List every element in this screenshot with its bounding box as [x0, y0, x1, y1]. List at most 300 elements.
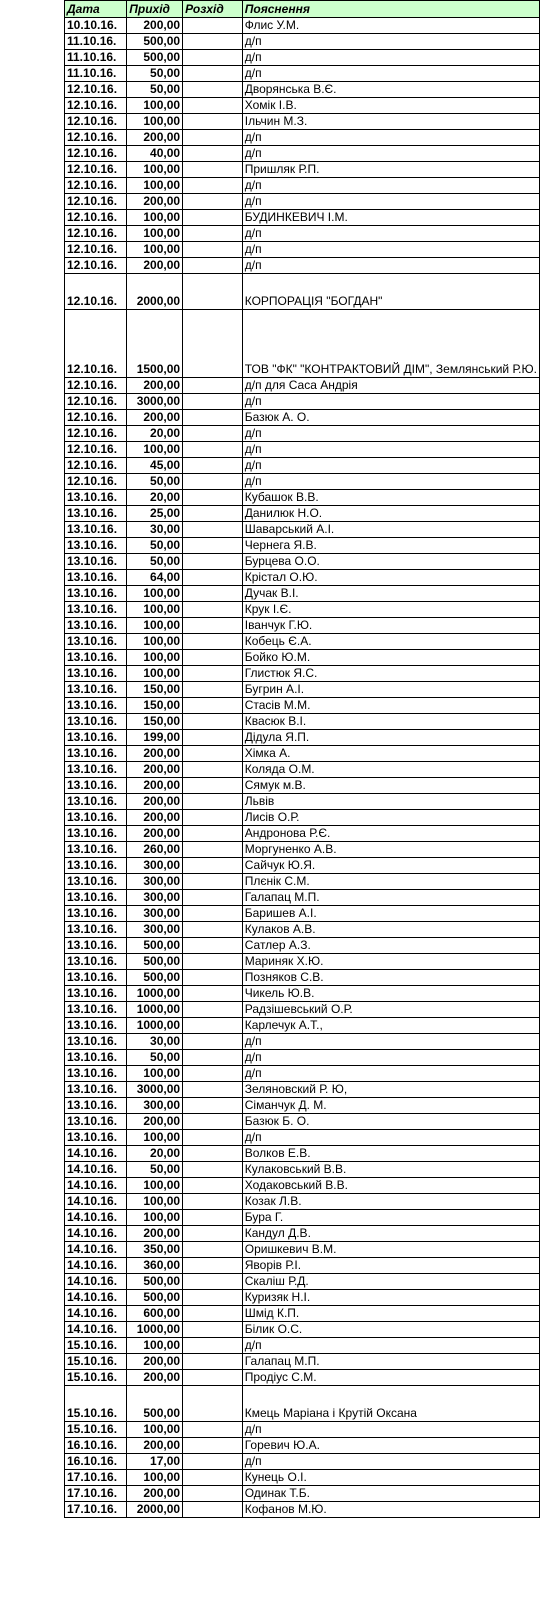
cell-note[interactable]: Сатлер А.З. [242, 938, 539, 954]
cell-expense[interactable] [183, 1066, 243, 1082]
cell-expense[interactable] [183, 1370, 243, 1386]
cell-note[interactable]: Пришляк Р.П. [242, 162, 539, 178]
cell-expense[interactable] [183, 1290, 243, 1306]
cell-income[interactable]: 100,00 [127, 442, 183, 458]
cell-note[interactable]: Бурцева О.О. [242, 554, 539, 570]
cell-note[interactable]: Сямук м.В. [242, 778, 539, 794]
cell-date[interactable]: 13.10.16. [65, 810, 127, 826]
cell-date[interactable]: 14.10.16. [65, 1162, 127, 1178]
cell-date[interactable]: 17.10.16. [65, 1470, 127, 1486]
cell-income[interactable]: 100,00 [127, 1066, 183, 1082]
cell-note[interactable]: Моргуненко А.В. [242, 842, 539, 858]
cell-date[interactable]: 13.10.16. [65, 938, 127, 954]
cell-expense[interactable] [183, 714, 243, 730]
cell-note[interactable]: Львів [242, 794, 539, 810]
cell-income[interactable]: 30,00 [127, 1034, 183, 1050]
cell-date[interactable]: 13.10.16. [65, 986, 127, 1002]
cell-date[interactable]: 13.10.16. [65, 970, 127, 986]
cell-income[interactable]: 199,00 [127, 730, 183, 746]
cell-expense[interactable] [183, 98, 243, 114]
cell-income[interactable]: 200,00 [127, 1438, 183, 1454]
cell-date[interactable]: 14.10.16. [65, 1178, 127, 1194]
cell-date[interactable]: 13.10.16. [65, 1034, 127, 1050]
cell-expense[interactable] [183, 226, 243, 242]
cell-income[interactable]: 1000,00 [127, 986, 183, 1002]
cell-expense[interactable] [183, 1002, 243, 1018]
cell-date[interactable]: 14.10.16. [65, 1258, 127, 1274]
cell-expense[interactable] [183, 538, 243, 554]
cell-date[interactable]: 15.10.16. [65, 1386, 127, 1422]
cell-date[interactable]: 12.10.16. [65, 162, 127, 178]
cell-income[interactable]: 100,00 [127, 618, 183, 634]
cell-income[interactable]: 500,00 [127, 938, 183, 954]
cell-date[interactable]: 12.10.16. [65, 82, 127, 98]
cell-income[interactable]: 300,00 [127, 890, 183, 906]
cell-income[interactable]: 2000,00 [127, 1502, 183, 1518]
cell-date[interactable]: 13.10.16. [65, 954, 127, 970]
cell-date[interactable]: 12.10.16. [65, 114, 127, 130]
cell-income[interactable]: 50,00 [127, 82, 183, 98]
cell-note[interactable]: Галапац М.П. [242, 890, 539, 906]
cell-expense[interactable] [183, 474, 243, 490]
cell-expense[interactable] [183, 874, 243, 890]
cell-expense[interactable] [183, 1034, 243, 1050]
cell-note[interactable]: Кулаковський В.В. [242, 1162, 539, 1178]
cell-expense[interactable] [183, 842, 243, 858]
cell-date[interactable]: 13.10.16. [65, 554, 127, 570]
cell-note[interactable]: Карлечук А.Т., [242, 1018, 539, 1034]
cell-income[interactable]: 500,00 [127, 1290, 183, 1306]
cell-note[interactable]: Кандул Д.В. [242, 1226, 539, 1242]
cell-date[interactable]: 13.10.16. [65, 874, 127, 890]
cell-date[interactable]: 15.10.16. [65, 1354, 127, 1370]
cell-note[interactable]: Лисів О.Р. [242, 810, 539, 826]
cell-income[interactable]: 200,00 [127, 762, 183, 778]
cell-date[interactable]: 13.10.16. [65, 586, 127, 602]
cell-expense[interactable] [183, 34, 243, 50]
cell-income[interactable]: 100,00 [127, 178, 183, 194]
cell-date[interactable]: 17.10.16. [65, 1486, 127, 1502]
cell-date[interactable]: 12.10.16. [65, 210, 127, 226]
cell-income[interactable]: 3000,00 [127, 394, 183, 410]
cell-date[interactable]: 14.10.16. [65, 1306, 127, 1322]
cell-note[interactable]: д/п [242, 66, 539, 82]
cell-date[interactable]: 12.10.16. [65, 274, 127, 310]
cell-income[interactable]: 3000,00 [127, 1082, 183, 1098]
cell-note[interactable]: БУДИНКЕВИЧ І.М. [242, 210, 539, 226]
cell-note[interactable]: Кунець О.І. [242, 1470, 539, 1486]
cell-date[interactable]: 15.10.16. [65, 1370, 127, 1386]
cell-date[interactable]: 13.10.16. [65, 522, 127, 538]
cell-income[interactable]: 200,00 [127, 194, 183, 210]
cell-note[interactable]: Кофанов М.Ю. [242, 1502, 539, 1518]
cell-date[interactable]: 13.10.16. [65, 634, 127, 650]
cell-note[interactable]: Хомік І.В. [242, 98, 539, 114]
cell-note[interactable]: Андронова Р.Є. [242, 826, 539, 842]
cell-date[interactable]: 16.10.16. [65, 1454, 127, 1470]
cell-expense[interactable] [183, 1470, 243, 1486]
cell-expense[interactable] [183, 634, 243, 650]
cell-note[interactable]: Стасів М.М. [242, 698, 539, 714]
cell-date[interactable]: 14.10.16. [65, 1322, 127, 1338]
cell-date[interactable]: 11.10.16. [65, 34, 127, 50]
cell-expense[interactable] [183, 506, 243, 522]
cell-date[interactable]: 13.10.16. [65, 538, 127, 554]
cell-income[interactable]: 20,00 [127, 426, 183, 442]
cell-note[interactable]: Хімка А. [242, 746, 539, 762]
cell-expense[interactable] [183, 746, 243, 762]
cell-date[interactable]: 12.10.16. [65, 458, 127, 474]
cell-note[interactable]: Базюк А. О. [242, 410, 539, 426]
cell-date[interactable]: 13.10.16. [65, 794, 127, 810]
cell-income[interactable]: 100,00 [127, 1210, 183, 1226]
cell-date[interactable]: 12.10.16. [65, 258, 127, 274]
cell-note[interactable]: Кобець Є.А. [242, 634, 539, 650]
cell-date[interactable]: 13.10.16. [65, 842, 127, 858]
cell-note[interactable]: д/п [242, 1338, 539, 1354]
cell-note[interactable]: д/п [242, 130, 539, 146]
cell-date[interactable]: 14.10.16. [65, 1274, 127, 1290]
cell-expense[interactable] [183, 890, 243, 906]
cell-note[interactable]: д/п [242, 442, 539, 458]
cell-date[interactable]: 13.10.16. [65, 906, 127, 922]
cell-date[interactable]: 14.10.16. [65, 1290, 127, 1306]
cell-income[interactable]: 500,00 [127, 970, 183, 986]
cell-income[interactable]: 1000,00 [127, 1018, 183, 1034]
cell-income[interactable]: 50,00 [127, 1162, 183, 1178]
cell-date[interactable]: 12.10.16. [65, 178, 127, 194]
cell-date[interactable]: 17.10.16. [65, 1502, 127, 1518]
cell-income[interactable]: 1000,00 [127, 1002, 183, 1018]
cell-income[interactable]: 200,00 [127, 794, 183, 810]
cell-note[interactable]: ТОВ "ФК" "КОНТРАКТОВИЙ ДІМ", Землянський Р.Ю. [242, 310, 539, 378]
cell-note[interactable]: Одинак Т.Б. [242, 1486, 539, 1502]
cell-note[interactable]: Шаварський А.І. [242, 522, 539, 538]
cell-note[interactable]: Крук І.Є. [242, 602, 539, 618]
cell-date[interactable]: 12.10.16. [65, 226, 127, 242]
cell-income[interactable]: 500,00 [127, 50, 183, 66]
cell-expense[interactable] [183, 1438, 243, 1454]
cell-date[interactable]: 13.10.16. [65, 570, 127, 586]
cell-expense[interactable] [183, 970, 243, 986]
cell-date[interactable]: 13.10.16. [65, 1082, 127, 1098]
header-date[interactable]: Дата [65, 1, 127, 18]
cell-note[interactable]: Кмець Маріана і Крутій Оксана [242, 1386, 539, 1422]
cell-note[interactable]: Білик О.С. [242, 1322, 539, 1338]
cell-expense[interactable] [183, 162, 243, 178]
cell-note[interactable]: Сайчук Ю.Я. [242, 858, 539, 874]
cell-expense[interactable] [183, 82, 243, 98]
cell-date[interactable]: 13.10.16. [65, 1018, 127, 1034]
cell-expense[interactable] [183, 1386, 243, 1422]
cell-note[interactable]: Оришкевич В.М. [242, 1242, 539, 1258]
cell-income[interactable]: 100,00 [127, 210, 183, 226]
cell-note[interactable]: Дучак В.І. [242, 586, 539, 602]
cell-income[interactable]: 100,00 [127, 1194, 183, 1210]
cell-date[interactable]: 12.10.16. [65, 474, 127, 490]
cell-expense[interactable] [183, 1226, 243, 1242]
cell-income[interactable]: 100,00 [127, 1470, 183, 1486]
cell-note[interactable]: Куризяк Н.І. [242, 1290, 539, 1306]
cell-date[interactable]: 13.10.16. [65, 858, 127, 874]
cell-date[interactable]: 13.10.16. [65, 682, 127, 698]
cell-date[interactable]: 13.10.16. [65, 746, 127, 762]
cell-date[interactable]: 12.10.16. [65, 98, 127, 114]
cell-expense[interactable] [183, 730, 243, 746]
cell-date[interactable]: 13.10.16. [65, 714, 127, 730]
cell-income[interactable]: 500,00 [127, 1386, 183, 1422]
cell-income[interactable]: 200,00 [127, 1486, 183, 1502]
cell-income[interactable]: 300,00 [127, 874, 183, 890]
cell-note[interactable]: д/п [242, 1454, 539, 1470]
cell-income[interactable]: 300,00 [127, 1098, 183, 1114]
cell-income[interactable]: 30,00 [127, 522, 183, 538]
cell-note[interactable]: Коляда О.М. [242, 762, 539, 778]
cell-date[interactable]: 14.10.16. [65, 1210, 127, 1226]
cell-note[interactable]: Баришев А.І. [242, 906, 539, 922]
cell-income[interactable]: 17,00 [127, 1454, 183, 1470]
cell-income[interactable]: 300,00 [127, 858, 183, 874]
cell-date[interactable]: 12.10.16. [65, 130, 127, 146]
cell-note[interactable]: Крістал О.Ю. [242, 570, 539, 586]
cell-expense[interactable] [183, 50, 243, 66]
cell-expense[interactable] [183, 490, 243, 506]
cell-date[interactable]: 12.10.16. [65, 146, 127, 162]
cell-expense[interactable] [183, 1502, 243, 1518]
cell-note[interactable]: д/п [242, 50, 539, 66]
cell-expense[interactable] [183, 650, 243, 666]
cell-income[interactable]: 50,00 [127, 66, 183, 82]
cell-expense[interactable] [183, 1130, 243, 1146]
cell-income[interactable]: 20,00 [127, 1146, 183, 1162]
cell-note[interactable]: Продіус С.М. [242, 1370, 539, 1386]
cell-income[interactable]: 50,00 [127, 554, 183, 570]
cell-note[interactable]: Плєнік С.М. [242, 874, 539, 890]
cell-date[interactable]: 13.10.16. [65, 1130, 127, 1146]
cell-note[interactable]: Флис У.М. [242, 18, 539, 34]
cell-date[interactable]: 13.10.16. [65, 1098, 127, 1114]
cell-income[interactable]: 100,00 [127, 226, 183, 242]
cell-note[interactable]: Данилюк Н.О. [242, 506, 539, 522]
cell-date[interactable]: 12.10.16. [65, 242, 127, 258]
cell-income[interactable]: 100,00 [127, 162, 183, 178]
cell-note[interactable]: Скаліш Р.Д. [242, 1274, 539, 1290]
cell-expense[interactable] [183, 778, 243, 794]
cell-expense[interactable] [183, 274, 243, 310]
cell-date[interactable]: 13.10.16. [65, 730, 127, 746]
cell-date[interactable]: 13.10.16. [65, 506, 127, 522]
cell-expense[interactable] [183, 682, 243, 698]
cell-expense[interactable] [183, 1114, 243, 1130]
cell-expense[interactable] [183, 442, 243, 458]
cell-date[interactable]: 11.10.16. [65, 66, 127, 82]
cell-date[interactable]: 13.10.16. [65, 762, 127, 778]
cell-income[interactable]: 260,00 [127, 842, 183, 858]
cell-note[interactable]: Горевич Ю.А. [242, 1438, 539, 1454]
cell-income[interactable]: 200,00 [127, 378, 183, 394]
cell-income[interactable]: 100,00 [127, 586, 183, 602]
cell-date[interactable]: 13.10.16. [65, 1114, 127, 1130]
cell-expense[interactable] [183, 258, 243, 274]
cell-note[interactable]: Шмід К.П. [242, 1306, 539, 1322]
cell-expense[interactable] [183, 242, 243, 258]
cell-expense[interactable] [183, 522, 243, 538]
cell-income[interactable]: 100,00 [127, 1422, 183, 1438]
cell-income[interactable]: 45,00 [127, 458, 183, 474]
cell-date[interactable]: 13.10.16. [65, 890, 127, 906]
cell-note[interactable]: д/п [242, 1422, 539, 1438]
cell-income[interactable]: 100,00 [127, 602, 183, 618]
cell-income[interactable]: 50,00 [127, 538, 183, 554]
cell-expense[interactable] [183, 810, 243, 826]
cell-income[interactable]: 200,00 [127, 1370, 183, 1386]
cell-expense[interactable] [183, 1178, 243, 1194]
cell-note[interactable]: д/п [242, 1050, 539, 1066]
cell-expense[interactable] [183, 458, 243, 474]
cell-date[interactable]: 16.10.16. [65, 1438, 127, 1454]
cell-expense[interactable] [183, 906, 243, 922]
cell-income[interactable]: 150,00 [127, 682, 183, 698]
cell-income[interactable]: 150,00 [127, 714, 183, 730]
cell-income[interactable]: 40,00 [127, 146, 183, 162]
cell-expense[interactable] [183, 1162, 243, 1178]
cell-income[interactable]: 1000,00 [127, 1322, 183, 1338]
cell-expense[interactable] [183, 1354, 243, 1370]
cell-income[interactable]: 300,00 [127, 922, 183, 938]
cell-note[interactable]: Іванчук Г.Ю. [242, 618, 539, 634]
cell-expense[interactable] [183, 826, 243, 842]
header-note[interactable]: Пояснення [242, 1, 539, 18]
cell-note[interactable]: д/п [242, 242, 539, 258]
cell-income[interactable]: 20,00 [127, 490, 183, 506]
cell-income[interactable]: 200,00 [127, 778, 183, 794]
cell-expense[interactable] [183, 146, 243, 162]
cell-expense[interactable] [183, 1210, 243, 1226]
cell-expense[interactable] [183, 1018, 243, 1034]
cell-date[interactable]: 12.10.16. [65, 410, 127, 426]
cell-income[interactable]: 50,00 [127, 474, 183, 490]
cell-expense[interactable] [183, 66, 243, 82]
cell-note[interactable]: д/п для Саса Андрія [242, 378, 539, 394]
cell-expense[interactable] [183, 210, 243, 226]
cell-expense[interactable] [183, 1258, 243, 1274]
cell-note[interactable]: д/п [242, 178, 539, 194]
cell-expense[interactable] [183, 666, 243, 682]
cell-date[interactable]: 13.10.16. [65, 1066, 127, 1082]
cell-expense[interactable] [183, 410, 243, 426]
cell-expense[interactable] [183, 1242, 243, 1258]
cell-expense[interactable] [183, 1098, 243, 1114]
cell-expense[interactable] [183, 954, 243, 970]
cell-note[interactable]: Базюк Б. О. [242, 1114, 539, 1130]
cell-expense[interactable] [183, 1306, 243, 1322]
cell-expense[interactable] [183, 922, 243, 938]
cell-expense[interactable] [183, 586, 243, 602]
cell-expense[interactable] [183, 1082, 243, 1098]
cell-date[interactable]: 12.10.16. [65, 194, 127, 210]
cell-note[interactable]: Сіманчук Д. М. [242, 1098, 539, 1114]
cell-date[interactable]: 12.10.16. [65, 310, 127, 378]
cell-date[interactable]: 10.10.16. [65, 18, 127, 34]
cell-expense[interactable] [183, 378, 243, 394]
cell-note[interactable]: Бойко Ю.М. [242, 650, 539, 666]
cell-income[interactable]: 500,00 [127, 34, 183, 50]
cell-date[interactable]: 14.10.16. [65, 1226, 127, 1242]
cell-note[interactable]: Бугрин А.І. [242, 682, 539, 698]
cell-income[interactable]: 200,00 [127, 410, 183, 426]
cell-date[interactable]: 13.10.16. [65, 1002, 127, 1018]
cell-date[interactable]: 13.10.16. [65, 618, 127, 634]
cell-income[interactable]: 100,00 [127, 114, 183, 130]
cell-note[interactable]: Зеляновский Р. Ю, [242, 1082, 539, 1098]
cell-income[interactable]: 360,00 [127, 1258, 183, 1274]
cell-note[interactable]: д/п [242, 1066, 539, 1082]
cell-date[interactable]: 13.10.16. [65, 666, 127, 682]
cell-income[interactable]: 100,00 [127, 1178, 183, 1194]
cell-note[interactable]: Дідула Я.П. [242, 730, 539, 746]
cell-expense[interactable] [183, 570, 243, 586]
cell-income[interactable]: 200,00 [127, 1354, 183, 1370]
cell-expense[interactable] [183, 394, 243, 410]
cell-income[interactable]: 500,00 [127, 1274, 183, 1290]
cell-income[interactable]: 150,00 [127, 698, 183, 714]
cell-date[interactable]: 13.10.16. [65, 602, 127, 618]
cell-expense[interactable] [183, 1486, 243, 1502]
cell-note[interactable]: Глистюк Я.С. [242, 666, 539, 682]
cell-expense[interactable] [183, 130, 243, 146]
cell-income[interactable]: 600,00 [127, 1306, 183, 1322]
cell-note[interactable]: Чернега Я.В. [242, 538, 539, 554]
header-income[interactable]: Прихід [127, 1, 183, 18]
cell-expense[interactable] [183, 1274, 243, 1290]
cell-expense[interactable] [183, 1194, 243, 1210]
header-expense[interactable]: Розхід [183, 1, 243, 18]
cell-income[interactable]: 100,00 [127, 242, 183, 258]
cell-date[interactable]: 12.10.16. [65, 442, 127, 458]
cell-income[interactable]: 200,00 [127, 826, 183, 842]
cell-expense[interactable] [183, 794, 243, 810]
cell-date[interactable]: 14.10.16. [65, 1242, 127, 1258]
cell-expense[interactable] [183, 1454, 243, 1470]
cell-note[interactable]: Яворів Р.І. [242, 1258, 539, 1274]
cell-income[interactable]: 200,00 [127, 130, 183, 146]
cell-income[interactable]: 100,00 [127, 666, 183, 682]
cell-date[interactable]: 13.10.16. [65, 1050, 127, 1066]
cell-income[interactable]: 2000,00 [127, 274, 183, 310]
cell-date[interactable]: 13.10.16. [65, 922, 127, 938]
cell-date[interactable]: 13.10.16. [65, 778, 127, 794]
cell-date[interactable]: 15.10.16. [65, 1422, 127, 1438]
cell-expense[interactable] [183, 938, 243, 954]
cell-note[interactable]: Волков Е.В. [242, 1146, 539, 1162]
cell-expense[interactable] [183, 1146, 243, 1162]
cell-income[interactable]: 500,00 [127, 954, 183, 970]
cell-date[interactable]: 11.10.16. [65, 50, 127, 66]
cell-income[interactable]: 200,00 [127, 810, 183, 826]
cell-date[interactable]: 12.10.16. [65, 394, 127, 410]
cell-income[interactable]: 200,00 [127, 18, 183, 34]
cell-expense[interactable] [183, 986, 243, 1002]
cell-expense[interactable] [183, 618, 243, 634]
cell-date[interactable]: 12.10.16. [65, 378, 127, 394]
cell-expense[interactable] [183, 554, 243, 570]
cell-note[interactable]: Чикель Ю.В. [242, 986, 539, 1002]
cell-note[interactable]: д/п [242, 394, 539, 410]
cell-expense[interactable] [183, 178, 243, 194]
cell-note[interactable]: д/п [242, 258, 539, 274]
cell-expense[interactable] [183, 1322, 243, 1338]
cell-note[interactable]: Ільчин М.З. [242, 114, 539, 130]
